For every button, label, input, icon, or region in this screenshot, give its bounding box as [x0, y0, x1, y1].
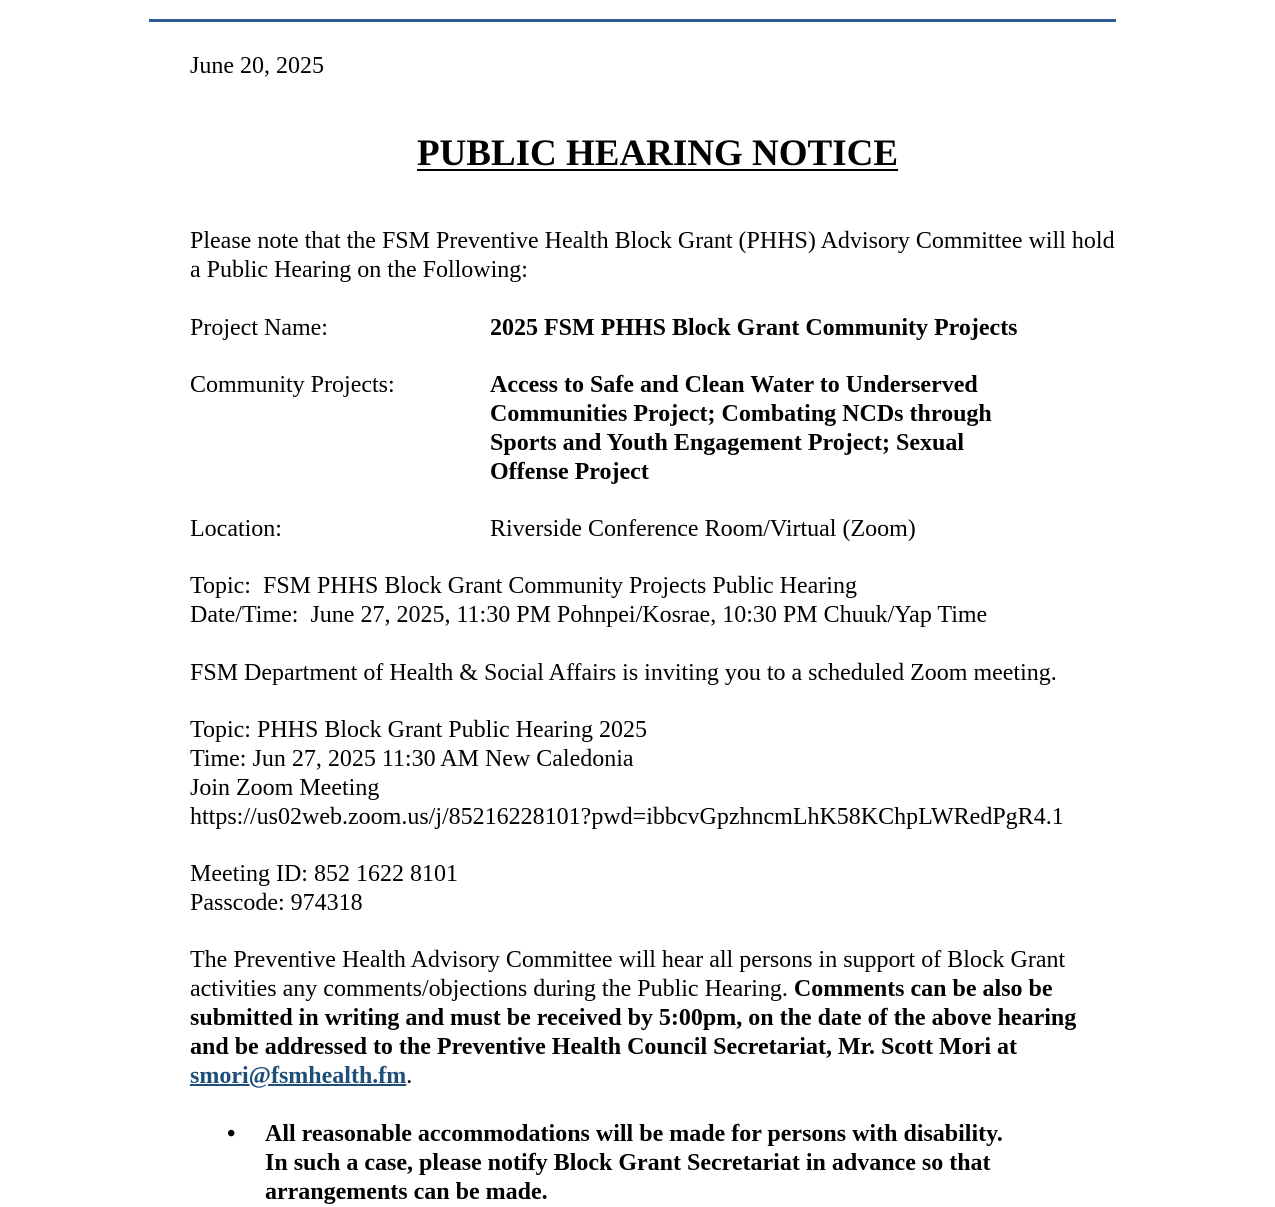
header-rule — [149, 19, 1116, 22]
location-row — [190, 515, 1125, 544]
community-projects-line: Offense Project — [490, 459, 649, 485]
intro-text: Please note that the FSM Preventive Health Block Grant (PHHS) Advisory Committee will hold a Public Hearing on the Following: — [190, 228, 1115, 283]
community-projects-line: Access to Safe and Clean Water to Underserved — [490, 372, 978, 398]
zoom-time: Time: Jun 27, 2025 11:30 AM New Caledonia — [190, 746, 634, 772]
community-projects-line: Communities Project; Combating NCDs through — [490, 401, 992, 427]
project-name-label: Project Name: — [190, 315, 328, 341]
notice-document — [190, 52, 1120, 1205]
zoom-details — [190, 716, 1125, 832]
intro-paragraph — [190, 227, 1125, 285]
bullet-icon: • — [227, 1121, 236, 1147]
notice-date: June 20, 2025 — [190, 53, 324, 79]
hearing-details — [190, 572, 1125, 630]
project-name-row — [190, 314, 1125, 343]
invite-paragraph — [190, 659, 1125, 688]
notes-list — [190, 1120, 1125, 1207]
comments-bold-text: Comments can be also be submitted in writing and must be received by 5:00pm, on the date of the above hearing and be addressed to the Preventive Health Council Secretariat, Mr. Scott Mori at — [190, 976, 1077, 1060]
secretariat-email-link[interactable]: smori@fsmhealth.fm — [190, 1063, 407, 1089]
page-title: PUBLIC HEARING NOTICE — [416, 133, 899, 174]
list-item — [190, 1120, 1045, 1207]
bullet-line: In such a case, please notify Block Grant Secretariat in advance so that — [265, 1150, 991, 1176]
hearing-topic: Topic: FSM PHHS Block Grant Community Projects Public Hearing — [190, 573, 857, 599]
zoom-credentials — [190, 860, 1125, 918]
community-projects-label: Community Projects: — [190, 372, 395, 398]
community-projects-row — [190, 371, 1125, 487]
meeting-id: Meeting ID: 852 1622 8101 — [190, 861, 458, 887]
zoom-meeting-link[interactable]: https://us02web.zoom.us/j/85216228101?pwd=ibbcvGpzhncmLhK58KChpLWRedPgR4.1 — [190, 804, 1064, 830]
hearing-datetime: Date/Time: June 27, 2025, 11:30 PM Pohnpei/Kosrae, 10:30 PM Chuuk/Yap Time — [190, 602, 988, 628]
passcode: Passcode: 974318 — [190, 890, 363, 916]
invite-text: FSM Department of Health & Social Affairs is inviting you to a scheduled Zoom meeting. — [190, 660, 1057, 686]
location-value: Riverside Conference Room/Virtual (Zoom) — [490, 516, 916, 542]
community-projects-value — [490, 371, 1030, 487]
bullet-line: All reasonable accommodations will be made for persons with disability. — [265, 1121, 1003, 1147]
location-label: Location: — [190, 516, 282, 542]
zoom-topic: Topic: PHHS Block Grant Public Hearing 2025 — [190, 717, 647, 743]
project-name-value: 2025 FSM PHHS Block Grant Community Projects — [490, 315, 1018, 341]
zoom-join-label: Join Zoom Meeting — [190, 775, 380, 801]
comments-plain-text: The Preventive Health Advisory Committee will hear all persons in support of Block Grant activities any comments/objections during the Public Hearing. — [190, 947, 1066, 1002]
bullet-line: arrangements can be made. — [265, 1179, 548, 1205]
community-projects-line: Sports and Youth Engagement Project; Sexual — [490, 430, 965, 456]
comments-trailing-period: . — [406, 1063, 413, 1089]
comments-paragraph — [190, 946, 1115, 1091]
